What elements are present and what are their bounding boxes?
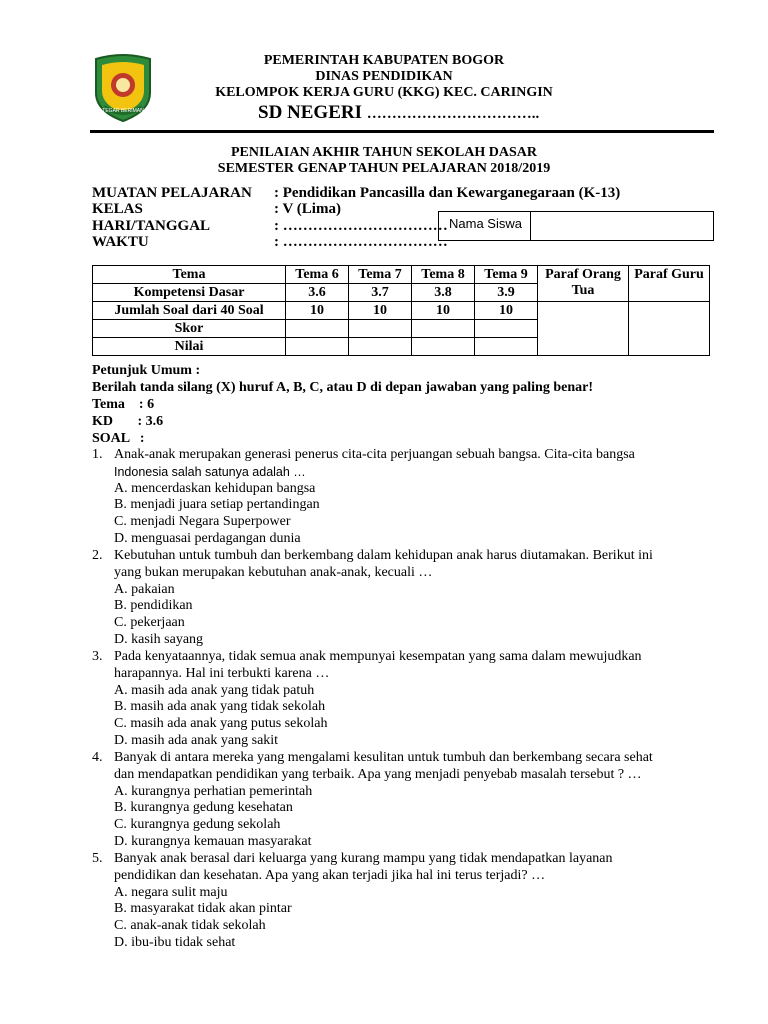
answer-option[interactable]: C. pekerjaan <box>114 615 185 631</box>
answer-option[interactable]: A. negara sulit maju <box>114 884 228 900</box>
school-label: SD NEGERI <box>258 102 362 123</box>
question-text-line: pendidikan dan kesehatan. Apa yang akan terjadi jika hal ini terus terjadi? … <box>114 867 546 883</box>
school-name <box>258 102 539 125</box>
question-2 <box>92 548 712 649</box>
question-1 <box>92 447 712 548</box>
question-text-line: Banyak di antara mereka yang mengalami kesulitan untuk tumbuh dan berkembang secara sehat <box>114 750 653 765</box>
info-value: : Pendidikan Pancasilla dan Kewarganegaraan (K-13) <box>274 185 621 201</box>
info-value: : …………………………… <box>274 234 448 250</box>
answer-option[interactable]: D. kasih sayang <box>114 631 204 647</box>
paraf-guru-cell[interactable] <box>629 302 710 356</box>
jumlah-value: 10 <box>475 302 538 320</box>
student-name-box <box>438 211 714 241</box>
jumlah-value: 10 <box>286 302 349 320</box>
instructions-heading: Petunjuk Umum : <box>92 363 201 378</box>
answer-option[interactable]: B. masih ada anak yang tidak sekolah <box>114 699 326 715</box>
kd-value: 3.6 <box>286 284 349 302</box>
question-text-line: dan mendapatkan pendidikan yang terbaik. Apa yang menjadi penyebab masalah tersebut ? … <box>114 766 642 782</box>
info-key: MUATAN PELAJARAN <box>92 185 252 201</box>
tema-header: Tema 9 <box>475 266 538 284</box>
nilai-label: Nilai <box>93 338 286 356</box>
kd-value: 3.7 <box>349 284 412 302</box>
header-line-2: DINAS PENDIDIKAN <box>315 69 453 84</box>
tema-header: Tema 8 <box>412 266 475 284</box>
jumlah-value: 10 <box>412 302 475 320</box>
info-value: : …………………………… <box>274 218 448 234</box>
exam-title-line-2: SEMESTER GENAP TAHUN PELAJARAN 2018/2019 <box>217 161 551 176</box>
answer-option[interactable]: B. pendidikan <box>114 598 193 614</box>
info-value: : V (Lima) <box>274 201 341 217</box>
paraf-guru-header: Paraf Guru <box>629 266 710 302</box>
question-number: 1. <box>92 447 103 462</box>
skor-label: Skor <box>93 320 286 338</box>
nilai-cell[interactable] <box>349 338 412 356</box>
paraf-orang-tua-cell[interactable] <box>538 302 629 356</box>
skor-cell[interactable] <box>475 320 538 338</box>
tema-header: Tema 6 <box>286 266 349 284</box>
question-text-line: Kebutuhan untuk tumbuh dan berkembang dalam kehidupan anak harus diutamakan. Berikut ini <box>114 548 653 563</box>
answer-option[interactable]: C. anak-anak tidak sekolah <box>114 918 266 934</box>
tema-label: Tema <box>93 266 286 284</box>
info-key: HARI/TANGGAL <box>92 218 211 234</box>
skor-cell[interactable] <box>286 320 349 338</box>
info-row-class <box>92 201 341 218</box>
question-4 <box>92 750 712 851</box>
answer-option[interactable]: A. kurangnya perhatian pemerintah <box>114 783 313 799</box>
student-name-label: Nama Siswa <box>439 212 531 240</box>
exam-title-line-1: PENILAIAN AKHIR TAHUN SEKOLAH DASAR <box>231 145 537 160</box>
paraf-orang-tua-header: Paraf Orang Tua <box>538 266 629 302</box>
answer-option[interactable]: D. menguasai perdagangan dunia <box>114 530 301 546</box>
answer-option[interactable]: D. masih ada anak yang sakit <box>114 732 279 748</box>
answer-option[interactable]: C. masih ada anak yang putus sekolah <box>114 716 328 732</box>
info-key: KELAS <box>92 201 143 217</box>
question-5 <box>92 851 712 952</box>
answer-option[interactable]: A. mencerdaskan kehidupan bangsa <box>114 480 316 496</box>
question-number: 3. <box>92 649 103 664</box>
question-text-line: yang bukan merupakan kebutuhan anak-anak, kecuali … <box>114 564 433 580</box>
kd-value: 3.9 <box>475 284 538 302</box>
nilai-cell[interactable] <box>286 338 349 356</box>
jumlah-value: 10 <box>349 302 412 320</box>
instructions-soal: SOAL : <box>92 431 145 446</box>
skor-cell[interactable] <box>412 320 475 338</box>
info-row-time <box>92 234 448 251</box>
question-3 <box>92 649 712 750</box>
question-text-line: Anak-anak merupakan generasi penerus cita-cita perjuangan sebuah bangsa. Cita-cita bangsa <box>114 447 635 462</box>
question-number: 4. <box>92 750 103 765</box>
tema-header: Tema 7 <box>349 266 412 284</box>
question-text-line: Indonesia salah satunya adalah … <box>114 464 306 479</box>
answer-option[interactable]: D. ibu-ibu tidak sehat <box>114 934 236 950</box>
nilai-cell[interactable] <box>475 338 538 356</box>
answer-option[interactable]: A. masih ada anak yang tidak patuh <box>114 682 315 698</box>
kd-value: 3.8 <box>412 284 475 302</box>
instructions-kd: KD : 3.6 <box>92 414 164 429</box>
answer-option[interactable]: B. masyarakat tidak akan pintar <box>114 901 292 917</box>
answer-option[interactable]: C. kurangnya gedung sekolah <box>114 817 281 833</box>
info-row-subject <box>92 185 620 202</box>
skor-cell[interactable] <box>349 320 412 338</box>
header-line-1: PEMERINTAH KABUPATEN BOGOR <box>263 53 505 68</box>
answer-option[interactable]: B. menjadi juara setiap pertandingan <box>114 497 320 513</box>
header-line-3: KELOMPOK KERJA GURU (KKG) KEC. CARINGIN <box>215 85 553 100</box>
question-text-line: Pada kenyataannya, tidak semua anak mempunyai kesempatan yang sama dalam mewujudkan <box>114 649 642 664</box>
svg-text:TEGAR BERIMAN: TEGAR BERIMAN <box>102 108 144 114</box>
student-name-field[interactable] <box>535 212 711 240</box>
info-key: WAKTU <box>92 234 149 250</box>
score-table <box>92 265 710 356</box>
header-divider <box>90 130 714 133</box>
answer-option[interactable]: C. menjadi Negara Superpower <box>114 514 291 530</box>
answer-option[interactable]: A. pakaian <box>114 581 175 597</box>
question-text-line: harapannya. Hal ini terbukti karena … <box>114 665 330 681</box>
question-number: 2. <box>92 548 103 563</box>
instructions-text: Berilah tanda silang (X) huruf A, B, C, atau D di depan jawaban yang paling benar! <box>92 380 593 395</box>
question-number: 5. <box>92 851 103 866</box>
school-dots: …………………………….. <box>366 106 540 122</box>
kd-label: Kompetensi Dasar <box>93 284 286 302</box>
instructions-tema: Tema : 6 <box>92 397 155 412</box>
nilai-cell[interactable] <box>412 338 475 356</box>
question-text-line: Banyak anak berasal dari keluarga yang kurang mampu yang tidak mendapatkan layanan <box>114 851 613 866</box>
answer-option[interactable]: B. kurangnya gedung kesehatan <box>114 800 293 816</box>
info-row-date <box>92 218 448 235</box>
answer-option[interactable]: D. kurangnya kemauan masyarakat <box>114 833 312 849</box>
jumlah-label: Jumlah Soal dari 40 Soal <box>93 302 286 320</box>
